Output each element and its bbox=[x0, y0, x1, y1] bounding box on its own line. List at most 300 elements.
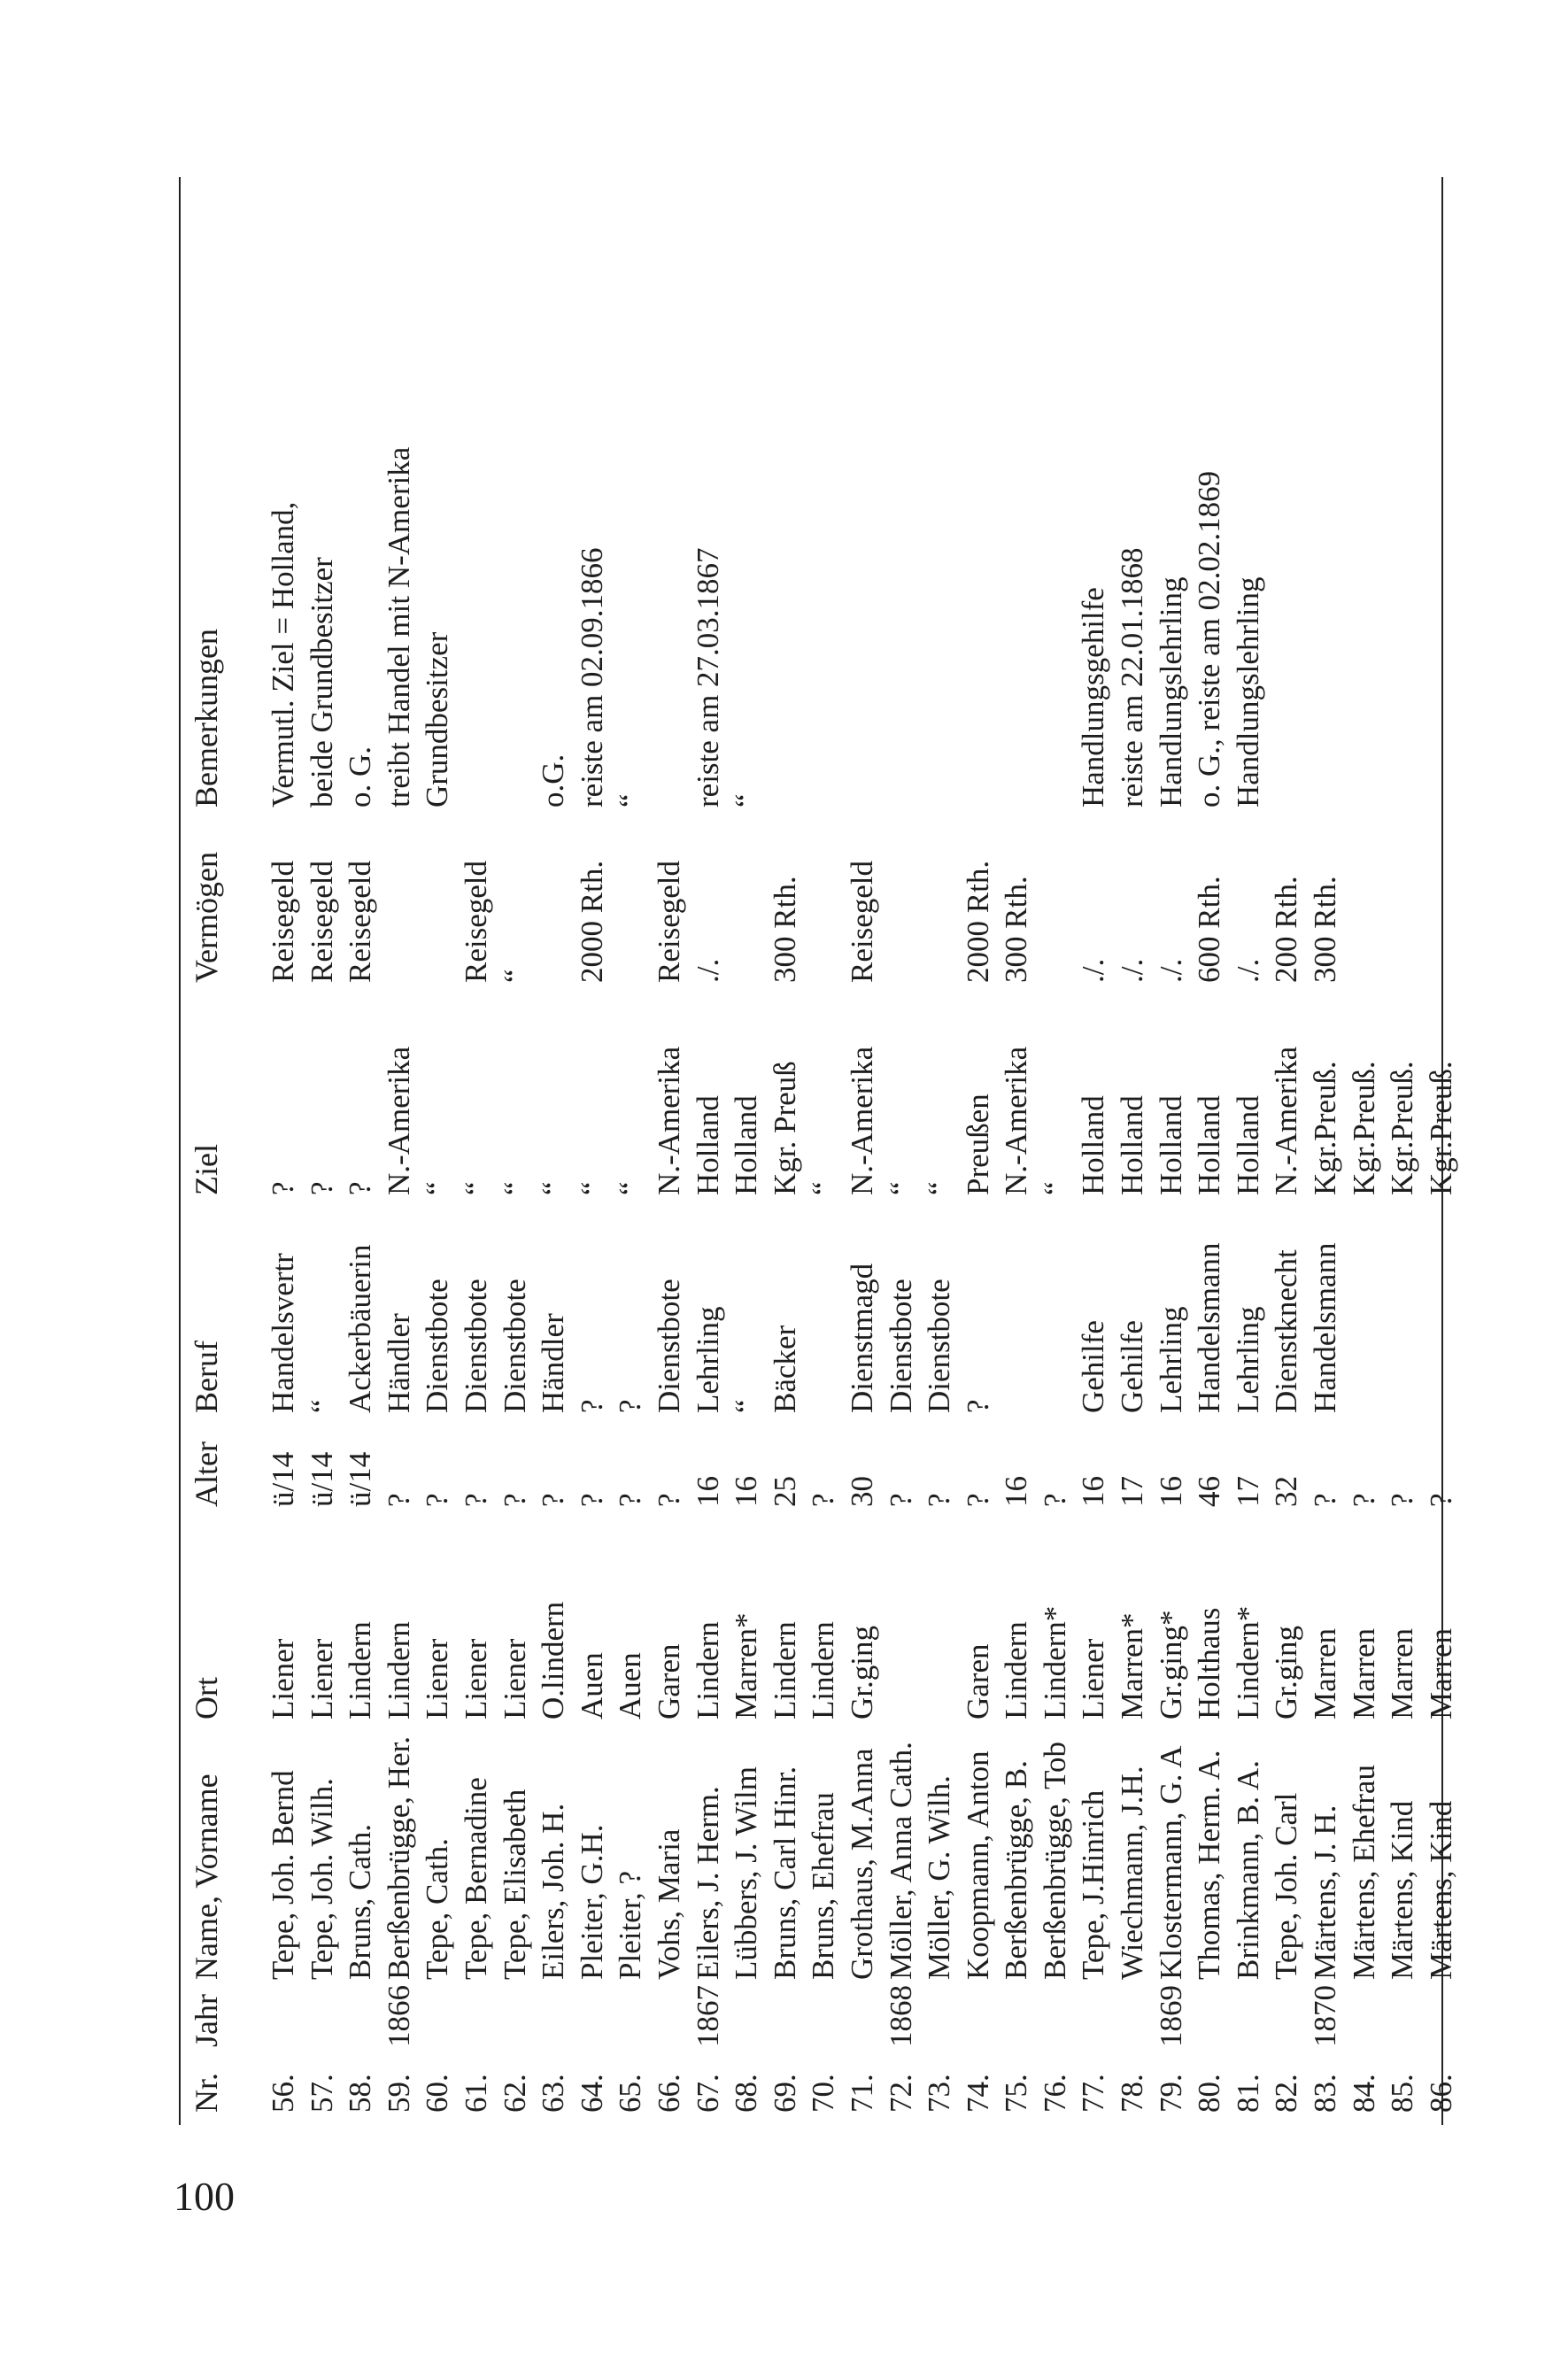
cell-name: Koopmann, Anton bbox=[960, 1750, 995, 1980]
cell-jahr bbox=[997, 1980, 1036, 2047]
cell-alter: ? bbox=[1423, 1493, 1458, 1507]
cell-ort: Lindern bbox=[999, 1621, 1034, 1719]
cell-nr: 62. bbox=[497, 2074, 532, 2113]
cell-vermoegen: ./. bbox=[1230, 958, 1265, 983]
cell-name: Grothaus, M.Anna bbox=[844, 1748, 879, 1980]
cell-ort: Lindern bbox=[690, 1621, 725, 1719]
cell-jahr bbox=[1190, 1980, 1229, 2047]
table-row bbox=[264, 179, 303, 2118]
cell-alter: 30 bbox=[844, 1476, 879, 1507]
cell-vermoegen bbox=[534, 808, 573, 983]
emigration-table-rotated bbox=[186, 179, 1458, 2118]
cell-bemerkungen: reiste am 02.09.1866 bbox=[574, 547, 609, 808]
cell-ort: Auen bbox=[613, 1652, 648, 1719]
cell-vermoegen: 300 Rth. bbox=[999, 876, 1034, 983]
cell-name: Pleiter, ? bbox=[613, 1871, 648, 1980]
cell-jahr bbox=[264, 1980, 303, 2047]
cell-ort: Liener bbox=[420, 1638, 455, 1719]
cell-beruf: Dienstmagd bbox=[844, 1263, 879, 1413]
table-row bbox=[882, 179, 921, 2118]
cell-beruf bbox=[1036, 1195, 1075, 1413]
table-row bbox=[843, 179, 882, 2118]
cell-jahr bbox=[959, 1980, 998, 2047]
cell-alter: ü/14 bbox=[343, 1451, 378, 1507]
cell-beruf: Dienstbote bbox=[420, 1279, 455, 1413]
cell-nr: 67. bbox=[690, 2074, 725, 2113]
table-bottom-rule bbox=[179, 177, 181, 2125]
cell-alter: ü/14 bbox=[304, 1451, 339, 1507]
cell-jahr bbox=[843, 1980, 882, 2047]
cell-bemerkungen bbox=[650, 179, 689, 808]
cell-beruf: ? bbox=[960, 1399, 995, 1413]
cell-bemerkungen: o. G. bbox=[343, 746, 378, 808]
cell-nr: 83. bbox=[1308, 2074, 1343, 2113]
cell-ort: Garen bbox=[651, 1643, 686, 1719]
cell-name: Tepe, J.Hinrich bbox=[1076, 1789, 1111, 1980]
cell-jahr bbox=[1422, 1980, 1461, 2047]
header-ort: Ort bbox=[189, 1677, 224, 1719]
cell-ort: Liener bbox=[497, 1638, 532, 1719]
cell-name: Berßenbrügge, Her. bbox=[381, 1735, 416, 1980]
cell-ort: Holthaus bbox=[1192, 1607, 1227, 1719]
cell-bemerkungen bbox=[1267, 179, 1306, 808]
header-beruf: Beruf bbox=[189, 1341, 224, 1413]
cell-name: Vohs, Maria bbox=[651, 1828, 686, 1980]
cell-bemerkungen: “ bbox=[729, 793, 764, 808]
cell-nr: 76. bbox=[1037, 2074, 1072, 2113]
cell-ort: Marren bbox=[1423, 1627, 1458, 1719]
header-bemerkungen: Bemerkungen bbox=[189, 629, 224, 808]
cell-vermoegen: 200 Rth. bbox=[1269, 876, 1304, 983]
cell-alter: ? bbox=[381, 1493, 416, 1507]
cell-nr: 84. bbox=[1346, 2074, 1381, 2113]
cell-vermoegen: Reisegeld bbox=[458, 860, 493, 983]
cell-ziel: “ bbox=[574, 1181, 609, 1195]
cell-vermoegen bbox=[418, 808, 457, 983]
cell-bemerkungen bbox=[457, 179, 496, 808]
cell-bemerkungen: beide Grundbesitzer bbox=[304, 557, 339, 808]
cell-ziel: N.-Amerika bbox=[1269, 1046, 1304, 1195]
table-row bbox=[611, 179, 650, 2118]
cell-nr: 57. bbox=[304, 2074, 339, 2113]
cell-beruf: Dienstbote bbox=[458, 1279, 493, 1413]
cell-alter: ? bbox=[1308, 1493, 1343, 1507]
cell-name: Märtens, Ehefrau bbox=[1346, 1765, 1381, 1980]
cell-vermoegen: “ bbox=[497, 969, 532, 983]
table-row bbox=[689, 179, 728, 2118]
cell-name: Möller, G. Wilh. bbox=[922, 1775, 957, 1980]
cell-beruf: Dienstbote bbox=[651, 1279, 686, 1413]
cell-jahr bbox=[727, 1980, 766, 2047]
table-row bbox=[1422, 179, 1461, 2118]
cell-jahr bbox=[496, 1980, 535, 2047]
cell-ort: Lindern bbox=[343, 1621, 378, 1719]
cell-ort: Marren* bbox=[1115, 1612, 1150, 1719]
cell-ort: Auen bbox=[574, 1652, 609, 1719]
cell-ziel: “ bbox=[806, 1181, 841, 1195]
cell-nr: 58. bbox=[343, 2074, 378, 2113]
cell-name: Bruns, Cath. bbox=[343, 1824, 378, 1980]
cell-ziel: “ bbox=[497, 1181, 532, 1195]
cell-ziel: “ bbox=[458, 1181, 493, 1195]
header-jahr: Jahr bbox=[189, 1994, 224, 2047]
table-row bbox=[997, 179, 1036, 2118]
cell-beruf: Gehilfe bbox=[1115, 1320, 1150, 1413]
table-row bbox=[303, 179, 342, 2118]
cell-alter: 16 bbox=[999, 1476, 1034, 1507]
cell-nr: 70. bbox=[806, 2074, 841, 2113]
cell-beruf: Ackerbäuerin bbox=[343, 1244, 378, 1413]
cell-ziel: ? bbox=[304, 1181, 339, 1195]
cell-bemerkungen bbox=[1383, 179, 1422, 808]
table-row bbox=[380, 179, 419, 2118]
cell-jahr bbox=[804, 1980, 843, 2047]
cell-ziel: Holland bbox=[729, 1095, 764, 1195]
cell-jahr bbox=[341, 1980, 380, 2047]
cell-nr: 81. bbox=[1230, 2074, 1265, 2113]
cell-name: Märtens, Kind bbox=[1385, 1800, 1420, 1980]
header-vermoegen: Vermögen bbox=[189, 852, 224, 983]
cell-bemerkungen bbox=[1036, 179, 1075, 808]
table-row bbox=[573, 179, 612, 2118]
cell-beruf: Handelsmann bbox=[1192, 1242, 1227, 1413]
header-ziel: Ziel bbox=[189, 1144, 224, 1195]
table-row bbox=[341, 179, 380, 2118]
cell-alter: 32 bbox=[1269, 1476, 1304, 1507]
cell-alter: ? bbox=[651, 1493, 686, 1507]
cell-vermoegen: 600 Rth. bbox=[1192, 876, 1227, 983]
cell-nr: 61. bbox=[458, 2074, 493, 2113]
table-row bbox=[1074, 179, 1113, 2118]
cell-vermoegen: ./. bbox=[1076, 958, 1111, 983]
cell-ort: Lindern bbox=[381, 1621, 416, 1719]
cell-jahr bbox=[303, 1980, 342, 2047]
cell-jahr bbox=[1229, 1980, 1268, 2047]
cell-nr: 66. bbox=[651, 2074, 686, 2113]
cell-beruf bbox=[1345, 1195, 1384, 1413]
cell-name: Märtens, Kind bbox=[1423, 1800, 1458, 1980]
cell-jahr: 1867 bbox=[690, 1985, 725, 2047]
cell-alter: ? bbox=[922, 1493, 957, 1507]
cell-jahr bbox=[650, 1980, 689, 2047]
table-row bbox=[1113, 179, 1152, 2118]
cell-ziel: “ bbox=[536, 1181, 571, 1195]
cell-vermoegen bbox=[1345, 808, 1384, 983]
cell-bemerkungen: “ bbox=[613, 793, 648, 808]
cell-vermoegen bbox=[1383, 808, 1422, 983]
table-row bbox=[496, 179, 535, 2118]
cell-alter: ? bbox=[1385, 1493, 1420, 1507]
table-row bbox=[457, 179, 496, 2118]
cell-ort: Marren bbox=[1385, 1627, 1420, 1719]
cell-vermoegen: 300 Rth. bbox=[1308, 876, 1343, 983]
cell-jahr bbox=[418, 1980, 457, 2047]
cell-ziel: “ bbox=[922, 1181, 957, 1195]
cell-vermoegen: ./. bbox=[690, 958, 725, 983]
cell-nr: 56. bbox=[266, 2074, 300, 2113]
cell-nr: 71. bbox=[844, 2074, 879, 2113]
cell-jahr: 1870 bbox=[1308, 1985, 1343, 2047]
cell-beruf: ? bbox=[613, 1399, 648, 1413]
emigration-table bbox=[186, 179, 1460, 2118]
cell-bemerkungen bbox=[843, 179, 882, 808]
cell-ort: Liener bbox=[266, 1638, 300, 1719]
cell-ziel: Kgr.Preuß. bbox=[1308, 1061, 1343, 1195]
cell-vermoegen bbox=[380, 808, 419, 983]
cell-bemerkungen: Handlungsgehilfe bbox=[1076, 587, 1111, 808]
cell-name: Berßenbrügge, Tob bbox=[1037, 1741, 1072, 1980]
cell-bemerkungen bbox=[882, 179, 921, 808]
cell-bemerkungen bbox=[997, 179, 1036, 808]
cell-ort: Lindern* bbox=[1037, 1605, 1072, 1719]
cell-alter: ? bbox=[574, 1493, 609, 1507]
cell-ziel: “ bbox=[1037, 1181, 1072, 1195]
cell-jahr bbox=[1113, 1980, 1152, 2047]
cell-ziel: N.-Amerika bbox=[651, 1046, 686, 1195]
cell-bemerkungen bbox=[920, 179, 959, 808]
table-row bbox=[418, 179, 457, 2118]
cell-vermoegen: Reisegeld bbox=[304, 860, 339, 983]
cell-bemerkungen: reiste am 27.03.1867 bbox=[690, 547, 725, 808]
page-number: 100 bbox=[174, 2174, 235, 2219]
table-row bbox=[959, 179, 998, 2118]
cell-vermoegen bbox=[804, 808, 843, 983]
header-nr: Nr. bbox=[189, 2073, 224, 2113]
cell-alter: ü/14 bbox=[266, 1451, 300, 1507]
cell-name: Bruns, Carl Hinr. bbox=[767, 1766, 802, 1980]
cell-nr: 77. bbox=[1076, 2074, 1111, 2113]
table-header-row bbox=[186, 179, 264, 2118]
cell-name: Berßenbrügge, B. bbox=[999, 1760, 1034, 1980]
cell-beruf: ? bbox=[574, 1399, 609, 1413]
cell-vermoegen: Reisegeld bbox=[343, 860, 378, 983]
cell-ziel: “ bbox=[613, 1181, 648, 1195]
cell-name: Eilers, Joh. H. bbox=[536, 1803, 571, 1980]
cell-alter: ? bbox=[613, 1493, 648, 1507]
cell-jahr bbox=[920, 1980, 959, 2047]
cell-ort: Liener bbox=[1076, 1638, 1111, 1719]
cell-ziel: N.-Amerika bbox=[999, 1046, 1034, 1195]
cell-vermoegen bbox=[1036, 808, 1075, 983]
cell-name: Tepe, Cath. bbox=[420, 1838, 455, 1980]
cell-vermoegen: 2000 Rth. bbox=[574, 860, 609, 983]
table-row bbox=[1306, 179, 1345, 2118]
cell-vermoegen: Reisegeld bbox=[266, 860, 300, 983]
cell-vermoegen: ./. bbox=[1115, 958, 1150, 983]
cell-nr: 85. bbox=[1385, 2074, 1420, 2113]
cell-bemerkungen: o.G. bbox=[536, 753, 571, 808]
cell-beruf: Lehrling bbox=[690, 1306, 725, 1413]
cell-ziel: Holland bbox=[690, 1095, 725, 1195]
cell-bemerkungen bbox=[1345, 179, 1384, 808]
cell-jahr bbox=[1383, 1980, 1422, 2047]
cell-nr: 64. bbox=[574, 2074, 609, 2113]
cell-ziel: Kgr.Preuß. bbox=[1385, 1061, 1420, 1195]
cell-vermoegen: Reisegeld bbox=[651, 860, 686, 983]
cell-beruf: Lehrling bbox=[1153, 1306, 1188, 1413]
table-row bbox=[920, 179, 959, 2118]
table-row bbox=[1152, 179, 1191, 2118]
cell-alter: ? bbox=[420, 1493, 455, 1507]
cell-jahr bbox=[766, 1980, 805, 2047]
cell-ziel: N.-Amerika bbox=[844, 1046, 879, 1195]
cell-ort: Marren bbox=[1346, 1627, 1381, 1719]
cell-ort: O.lindern bbox=[536, 1601, 571, 1719]
cell-bemerkungen bbox=[766, 179, 805, 808]
cell-nr: 65. bbox=[613, 2074, 648, 2113]
cell-bemerkungen bbox=[1306, 179, 1345, 808]
cell-alter: ? bbox=[458, 1493, 493, 1507]
cell-bemerkungen: Grundbesitzer bbox=[420, 631, 455, 808]
cell-name: Klostermann, G. A bbox=[1153, 1745, 1188, 1980]
cell-ort: Lindern bbox=[767, 1621, 802, 1719]
cell-ort: Garen bbox=[960, 1643, 995, 1719]
table-row bbox=[1190, 179, 1229, 2118]
header-name: Name, Vorname bbox=[189, 1773, 224, 1980]
cell-ziel: ? bbox=[343, 1181, 378, 1195]
cell-beruf: “ bbox=[729, 1399, 764, 1413]
cell-beruf: Handelsmann bbox=[1308, 1242, 1343, 1413]
cell-alter: 17 bbox=[1115, 1476, 1150, 1507]
cell-ort bbox=[920, 1507, 959, 1719]
cell-alter: ? bbox=[806, 1493, 841, 1507]
cell-beruf bbox=[1422, 1195, 1461, 1413]
cell-nr: 82. bbox=[1269, 2074, 1304, 2113]
cell-nr: 63. bbox=[536, 2074, 571, 2113]
cell-nr: 72. bbox=[883, 2074, 918, 2113]
cell-ziel: Kgr. Preuß bbox=[767, 1061, 802, 1195]
cell-beruf: Dienstbote bbox=[497, 1279, 532, 1413]
cell-bemerkungen bbox=[496, 179, 535, 808]
cell-bemerkungen bbox=[959, 179, 998, 808]
cell-name: Möller, Anna Cath. bbox=[883, 1742, 918, 1980]
cell-beruf: Händler bbox=[536, 1313, 571, 1413]
cell-alter: ? bbox=[1346, 1493, 1381, 1507]
cell-ziel: Kgr.Preuß. bbox=[1346, 1061, 1381, 1195]
cell-bemerkungen: reiste am 22.01.1868 bbox=[1115, 547, 1150, 808]
cell-bemerkungen: treibt Handel mit N-Amerika bbox=[381, 446, 416, 808]
cell-nr: 60. bbox=[420, 2074, 455, 2113]
cell-ziel: Holland bbox=[1230, 1095, 1265, 1195]
cell-vermoegen bbox=[1422, 808, 1461, 983]
cell-beruf: Dienstknecht bbox=[1269, 1249, 1304, 1413]
cell-vermoegen: 2000 Rth. bbox=[960, 860, 995, 983]
table-row bbox=[766, 179, 805, 2118]
cell-name: Tepe, Bernadine bbox=[458, 1777, 493, 1980]
cell-beruf: Bäcker bbox=[767, 1325, 802, 1413]
cell-alter: 16 bbox=[1076, 1476, 1111, 1507]
cell-alter: ? bbox=[497, 1493, 532, 1507]
cell-ort: Marren* bbox=[729, 1612, 764, 1719]
cell-alter: 16 bbox=[729, 1476, 764, 1507]
cell-ziel: ? bbox=[266, 1181, 300, 1195]
cell-alter: 46 bbox=[1192, 1476, 1227, 1507]
cell-bemerkungen: Handlungslehrling bbox=[1230, 576, 1265, 808]
cell-bemerkungen: Vermutl. Ziel = Holland, bbox=[266, 501, 300, 808]
table-row bbox=[1345, 179, 1384, 2118]
table-body bbox=[264, 179, 1460, 2118]
cell-jahr bbox=[573, 1980, 612, 2047]
cell-name: Wiechmann, J.H. bbox=[1115, 1766, 1150, 1980]
cell-name: Märtens, J. H. bbox=[1308, 1804, 1343, 1980]
cell-jahr: 1868 bbox=[883, 1985, 918, 2047]
cell-ziel: Preußen bbox=[960, 1093, 995, 1195]
cell-ziel: Kgr.Preuß. bbox=[1423, 1061, 1458, 1195]
cell-name: Brinkmann, B. A. bbox=[1230, 1760, 1265, 1980]
cell-beruf: Lehrling bbox=[1230, 1306, 1265, 1413]
cell-bemerkungen bbox=[1422, 179, 1461, 808]
cell-bemerkungen: o. G., reiste am 02.02.1869 bbox=[1192, 470, 1227, 808]
cell-beruf: Dienstbote bbox=[922, 1279, 957, 1413]
cell-ort bbox=[882, 1507, 921, 1719]
cell-jahr bbox=[1074, 1980, 1113, 2047]
table-row bbox=[804, 179, 843, 2118]
cell-alter: ? bbox=[960, 1493, 995, 1507]
cell-nr: 59. bbox=[381, 2074, 416, 2113]
cell-name: Tepe, Joh. Wilh. bbox=[304, 1778, 339, 1980]
cell-bemerkungen bbox=[804, 179, 843, 808]
table-row bbox=[1267, 179, 1306, 2118]
cell-vermoegen bbox=[727, 808, 766, 983]
cell-ort: Lindern bbox=[806, 1621, 841, 1719]
cell-jahr bbox=[611, 1980, 650, 2047]
cell-beruf: Gehilfe bbox=[1076, 1320, 1111, 1413]
cell-ziel: Holland bbox=[1115, 1095, 1150, 1195]
cell-ort: Liener bbox=[304, 1638, 339, 1719]
cell-vermoegen: ./. bbox=[1153, 958, 1188, 983]
cell-ort: Gr.ging bbox=[844, 1626, 879, 1719]
cell-bemerkungen: Handlungslehrling bbox=[1153, 576, 1188, 808]
cell-name: Tepe, Joh. Bernd bbox=[266, 1770, 300, 1980]
cell-ort: Gr.ging bbox=[1269, 1626, 1304, 1719]
cell-nr: 74. bbox=[960, 2074, 995, 2113]
cell-alter: 16 bbox=[690, 1476, 725, 1507]
cell-vermoegen: Reisegeld bbox=[844, 860, 879, 983]
cell-nr: 69. bbox=[767, 2074, 802, 2113]
cell-beruf: Dienstbote bbox=[883, 1279, 918, 1413]
cell-ort: Lindern* bbox=[1230, 1605, 1265, 1719]
cell-jahr bbox=[1036, 1980, 1075, 2047]
cell-name: Bruns, Ehefrau bbox=[806, 1792, 841, 1980]
cell-beruf bbox=[997, 1195, 1036, 1413]
table-row bbox=[727, 179, 766, 2118]
cell-nr: 68. bbox=[729, 2074, 764, 2113]
cell-beruf: Handelsvertr bbox=[266, 1253, 300, 1413]
cell-ziel: Holland bbox=[1076, 1095, 1111, 1195]
table-row bbox=[1229, 179, 1268, 2118]
cell-vermoegen bbox=[882, 808, 921, 983]
cell-vermoegen bbox=[611, 808, 650, 983]
cell-name: Eilers, J. Herm. bbox=[690, 1786, 725, 1980]
cell-nr: 79. bbox=[1153, 2074, 1188, 2113]
cell-ort: Liener bbox=[458, 1638, 493, 1719]
header-alter: Alter bbox=[189, 1441, 224, 1507]
cell-jahr: 1869 bbox=[1153, 1985, 1188, 2047]
table-row bbox=[1383, 179, 1422, 2118]
cell-ort: Marren bbox=[1308, 1627, 1343, 1719]
cell-ziel: “ bbox=[883, 1181, 918, 1195]
cell-alter: ? bbox=[1037, 1493, 1072, 1507]
cell-nr: 75. bbox=[999, 2074, 1034, 2113]
cell-ziel: “ bbox=[420, 1181, 455, 1195]
cell-beruf: Händler bbox=[381, 1313, 416, 1413]
cell-jahr bbox=[1345, 1980, 1384, 2047]
cell-ziel: Holland bbox=[1192, 1095, 1227, 1195]
cell-jahr bbox=[534, 1980, 573, 2047]
cell-name: Thomas, Herm. A. bbox=[1192, 1750, 1227, 1980]
cell-name: Lübbers, J. Wilm bbox=[729, 1766, 764, 1980]
cell-beruf bbox=[804, 1195, 843, 1413]
